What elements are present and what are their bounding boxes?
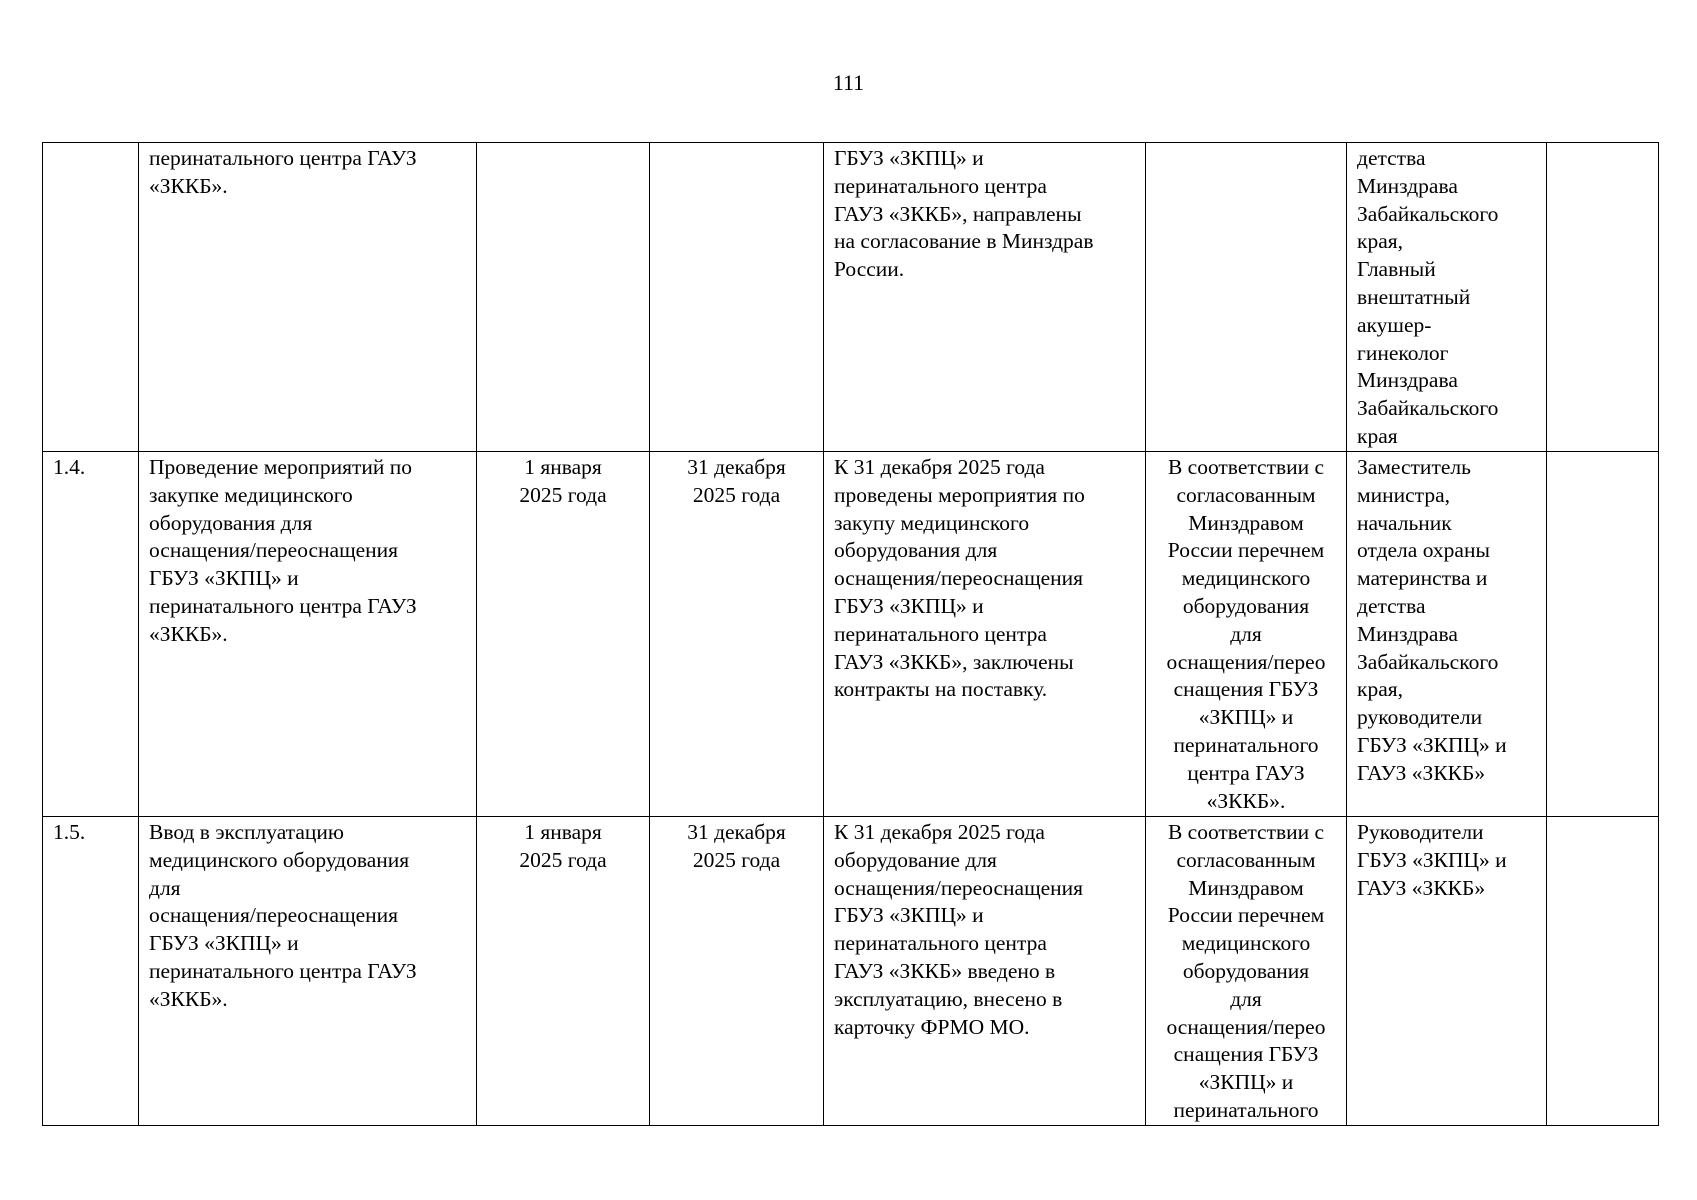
responsible-cell: детства Минздрава Забайкальского края, Главный внештатный акушер- гинеколог Минздрава Забайкальского края: [1347, 143, 1547, 452]
end-date-cell: 31 декабря 2025 года: [650, 817, 824, 1126]
result-cell: К 31 декабря 2025 года проведены мероприятия по закупу медицинского оборудования для оснащения/переоснащения ГБУЗ «ЗКПЦ» и перинатального центра ГАУЗ «ЗККБ», заключены контракты на поставку.: [824, 452, 1146, 817]
end-date-cell: 31 декабря 2025 года: [650, 452, 824, 817]
event-cell: Проведение мероприятий по закупке медицинского оборудования для оснащения/переоснащения ГБУЗ «ЗКПЦ» и перинатального центра ГАУЗ «ЗККБ».: [139, 452, 477, 817]
extra-cell: [1547, 452, 1659, 817]
row-number-cell: 1.5.: [43, 817, 139, 1126]
event-cell: перинатального центра ГАУЗ «ЗККБ».: [139, 143, 477, 452]
page-number: 111: [832, 70, 865, 95]
result-cell: ГБУЗ «ЗКПЦ» и перинатального центра ГАУЗ «ЗККБ», направлены на согласование в Минздрав России.: [824, 143, 1146, 452]
start-date-cell: [477, 143, 650, 452]
start-date-cell: 1 января 2025 года: [477, 452, 650, 817]
basis-cell: В соответствии с согласованным Минздравом России перечнем медицинского оборудования для оснащения/перео снащения ГБУЗ «ЗКПЦ» и перинатального: [1146, 817, 1347, 1126]
end-date-cell: [650, 143, 824, 452]
basis-cell: В соответствии с согласованным Минздравом России перечнем медицинского оборудования для оснащения/перео снащения ГБУЗ «ЗКПЦ» и перинатального центра ГАУЗ «ЗККБ».: [1146, 452, 1347, 817]
plan-table: [42, 142, 1659, 1126]
table-row: [43, 452, 1659, 817]
basis-cell: [1146, 143, 1347, 452]
row-number-cell: 1.4.: [43, 452, 139, 817]
extra-cell: [1547, 143, 1659, 452]
row-number-cell: [43, 143, 139, 452]
start-date-cell: 1 января 2025 года: [477, 817, 650, 1126]
event-cell: Ввод в эксплуатацию медицинского оборудования для оснащения/переоснащения ГБУЗ «ЗКПЦ» и перинатального центра ГАУЗ «ЗККБ».: [139, 817, 477, 1126]
responsible-cell: Руководители ГБУЗ «ЗКПЦ» и ГАУЗ «ЗККБ»: [1347, 817, 1547, 1126]
responsible-cell: Заместитель министра, начальник отдела охраны материнства и детства Минздрава Забайкальского края, руководители ГБУЗ «ЗКПЦ» и ГАУЗ «ЗККБ»: [1347, 452, 1547, 817]
extra-cell: [1547, 817, 1659, 1126]
table-row: [43, 143, 1659, 452]
table-row: [43, 817, 1659, 1126]
result-cell: К 31 декабря 2025 года оборудование для оснащения/переоснащения ГБУЗ «ЗКПЦ» и перинатального центра ГАУЗ «ЗККБ» введено в эксплуатацию, внесено в карточку ФРМО МО.: [824, 817, 1146, 1126]
